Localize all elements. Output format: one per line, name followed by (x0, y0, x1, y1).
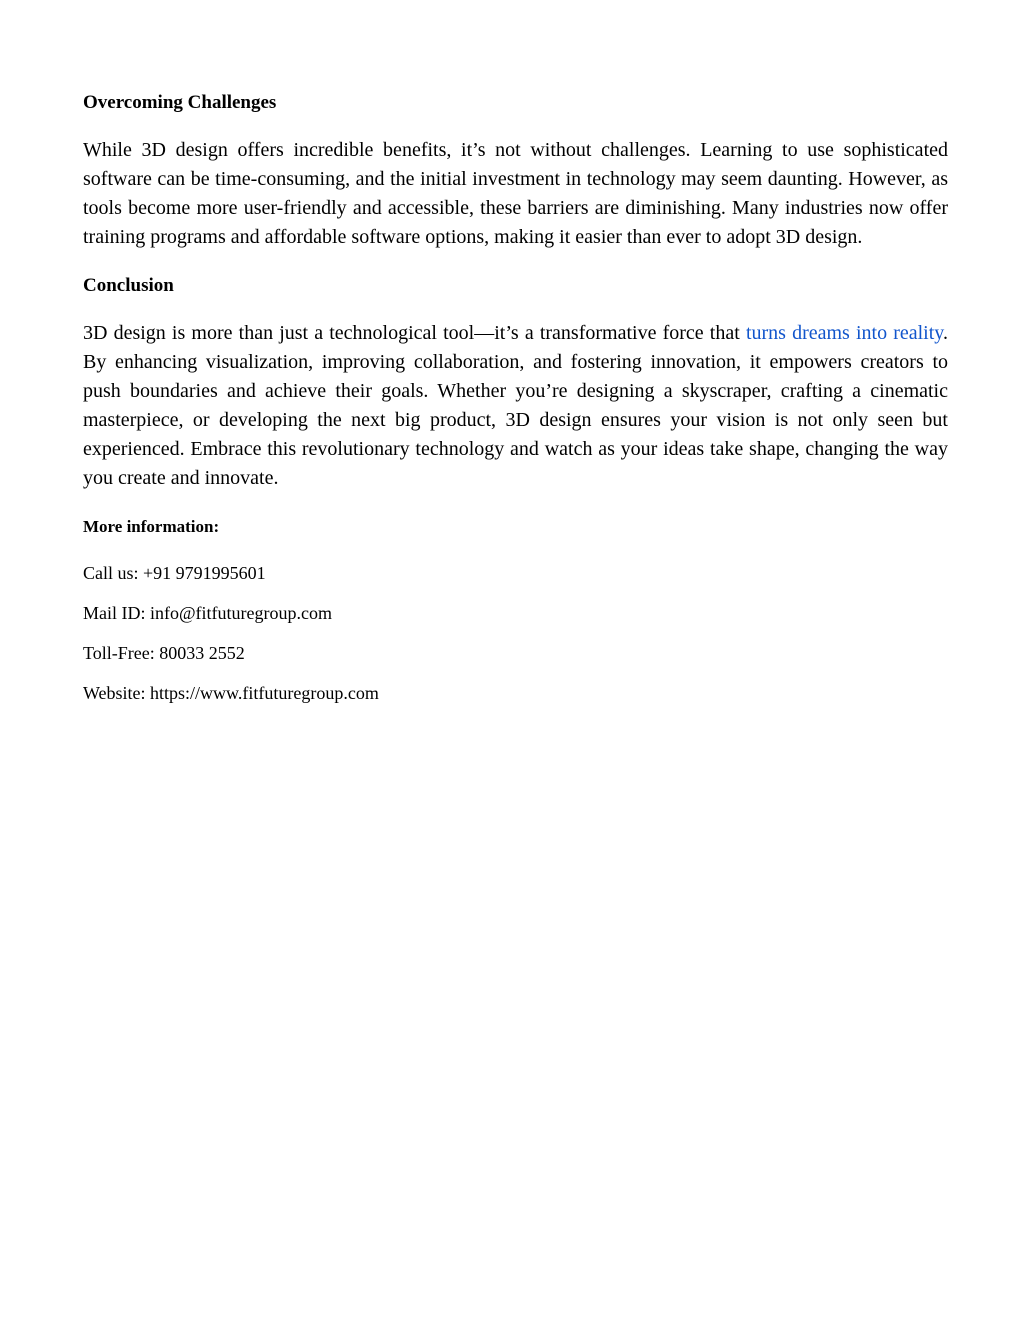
document-page (83, 88, 948, 706)
contact-tollfree: Toll-Free: 80033 2552 (83, 643, 245, 663)
conclusion-text-before-link: 3D design is more than just a technological tool—it’s a transformative force that (83, 322, 746, 344)
contact-website: Website: https://www.fitfuturegroup.com (83, 683, 379, 703)
contact-email: Mail ID: info@fitfuturegroup.com (83, 603, 333, 623)
paragraph-challenges: While 3D design offers incredible benefits, it’s not without challenges. Learning to use sophisticated software can be time-consuming, and the initial investment in technology may seem daunting. However, as tools become more user-friendly and accessible, these barriers are diminishing. Many industries now offer training programs and affordable software options, making it easier than ever to adopt 3D design. (83, 139, 948, 248)
turns-dreams-link[interactable]: turns dreams into reality (745, 322, 943, 344)
contact-phone: Call us: +91 9791995601 (83, 563, 266, 583)
section-heading-challenges: Overcoming Challenges (83, 92, 277, 113)
conclusion-text-after-link: . By enhancing visualization, improving collaboration, and fostering innovation, it empowers creators to push boundaries and achieve their goals. Whether you’re designing a skyscraper, crafting a cinematic masterpiece, or developing the next big product, 3D design ensures your vision is not only seen but experienced. Embrace this revolutionary technology and watch as your ideas take shape, changing the way you create and innovate. (83, 322, 948, 489)
paragraph-conclusion (83, 319, 948, 493)
more-information-heading: More information: (83, 517, 220, 536)
section-heading-conclusion: Conclusion (83, 275, 174, 296)
